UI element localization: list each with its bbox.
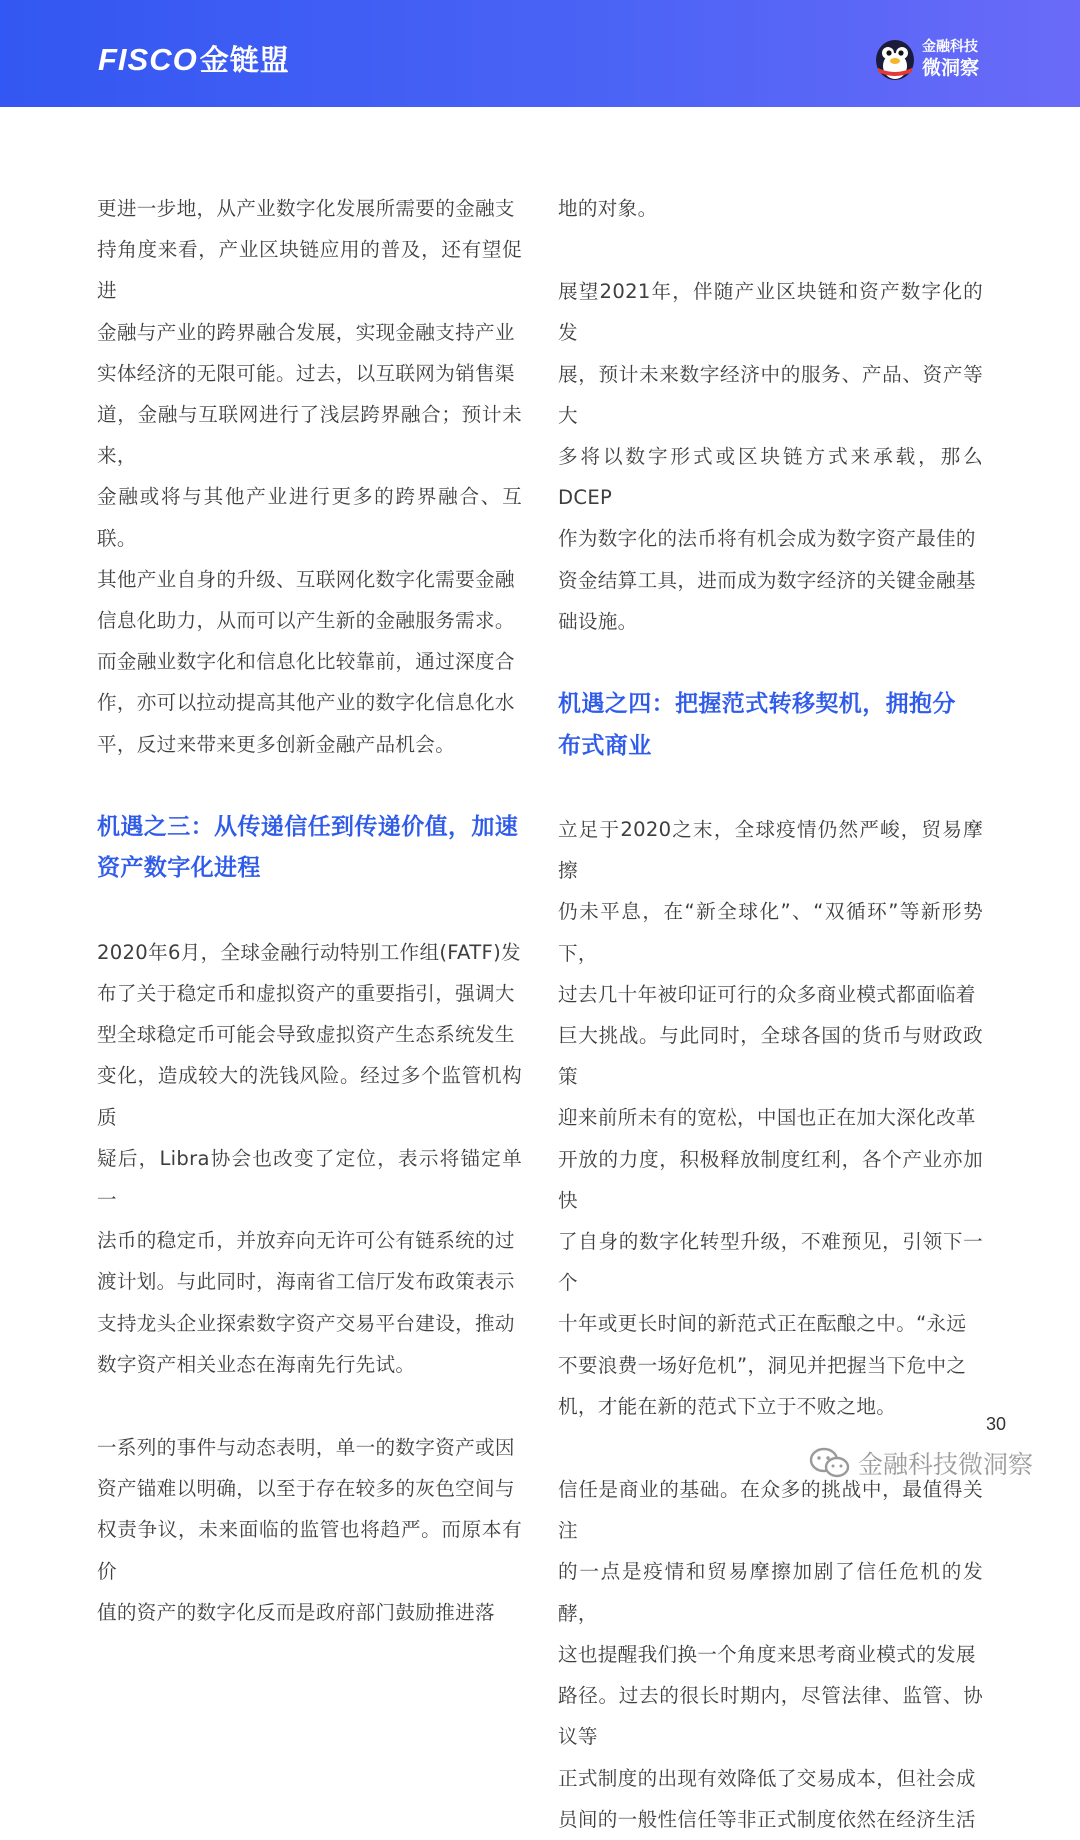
- logo-text: FISCO: [98, 42, 198, 77]
- wechat-watermark: [808, 1445, 1033, 1481]
- badge-line1: 金融科技: [922, 39, 978, 55]
- watermark-text: 金融科技微洞察: [858, 1450, 1034, 1479]
- paragraph: 一系列的事件与动态表明，单一的数字资产或因 资产锚难以明确，以至于存在较多的灰色空间与 权责争议，未来面临的监管也将趋严。而原本有价 值的资产的数字化反而是政府部门鼓励推进落: [97, 1436, 522, 1624]
- left-column: [97, 188, 522, 1633]
- badge-line2: 微洞察: [922, 57, 980, 79]
- paragraph: 信任是商业的基础。在众多的挑战中，最值得关注 的一点是疫情和贸易摩擦加剧了信任危机的发酵， 这也提醒我们换一个角度来思考商业模式的发展 路径。过去的很长时期内，尽管法律、监管、协议等 正式制度的出现有效降低了交易成本，但社会成 员间的一般性信任等非正式制度依然在经济生活: [558, 1478, 983, 1831]
- paragraph: 展望2021年，伴随产业区块链和资产数字化的发 展，预计未来数字经济中的服务、产品、资产等大 多将以数字形式或区块链方式来承载，那么DCEP 作为数字化的法币将有机会成为数字资产最佳的 资金结算工具，进而成为数字经济的关键金融基 础设施。: [558, 280, 983, 633]
- page-header: [0, 0, 1080, 107]
- fisco-logo: [98, 38, 290, 79]
- badge-text: [922, 38, 979, 77]
- section-heading: 机遇之三：从传递信任到传递价值，加速 资产数字化进程: [97, 813, 519, 882]
- paragraph: 2020年6月，全球金融行动特别工作组(FATF)发 布了关于稳定币和虚拟资产的重要指引，强调大 型全球稳定币可能会导致虚拟资产生态系统发生 变化，造成较大的洗钱风险。经过多个监管机构质 疑后，Libra协会也改变了定位，表示将锚定单一 法币的稳定币，并放弃向无许可公有链系统的过 渡计划。与此同时，海南省工信厅发布政策表示 支持龙头企业探索数字资产交易平台建设，推动 数字资产相关业态在海南先行先试。: [97, 940, 522, 1376]
- paragraph: 立足于2020之末，全球疫情仍然严峻，贸易摩擦 仍未平息，在“新全球化”、“双循环”等新形势下， 过去几十年被印证可行的众多商业模式都面临着 巨大挑战。与此同时，全球各国的货币与财政政策 迎来前所未有的宽松，中国也正在加大深化改革 开放的力度，积极释放制度红利，各个产业亦加快 了自身的数字化转型升级，不难预见，引领下一个 十年或更长时间的新范式正在酝酿之中。“永远 不要浪费一场好危机”，洞见并把握当下危中之 机，才能在新的范式下立于不败之地。: [558, 818, 983, 1418]
- page-number: 30: [986, 1414, 1007, 1434]
- logo-cn-text: 金链盟: [199, 45, 290, 77]
- right-column: [558, 188, 983, 1840]
- paragraph: 地的对象。: [558, 197, 658, 220]
- penguin-mascot-icon: [872, 34, 918, 82]
- brand-badge: [872, 34, 984, 82]
- wechat-icon: [808, 1446, 852, 1480]
- section-heading: 机遇之四：把握范式转移契机，拥抱分 布式商业: [558, 691, 956, 759]
- paragraph: 更进一步地，从产业数字化发展所需要的金融支 持角度来看，产业区块链应用的普及，还有望促进 金融与产业的跨界融合发展，实现金融支持产业 实体经济的无限可能。过去，以互联网为销售渠 道，金融与互联网进行了浅层跨界融合；预计未来， 金融或将与其他产业进行更多的跨界融合、互联。 其他产业自身的升级、互联网化数字化需要金融 信息化助力，从而可以产生新的金融服务需求。 而金融业数字化和信息化比较靠前，通过深度合 作，亦可以拉动提高其他产业的数字化信息化水 平，反过来带来更多创新金融产品机会。: [97, 197, 522, 756]
